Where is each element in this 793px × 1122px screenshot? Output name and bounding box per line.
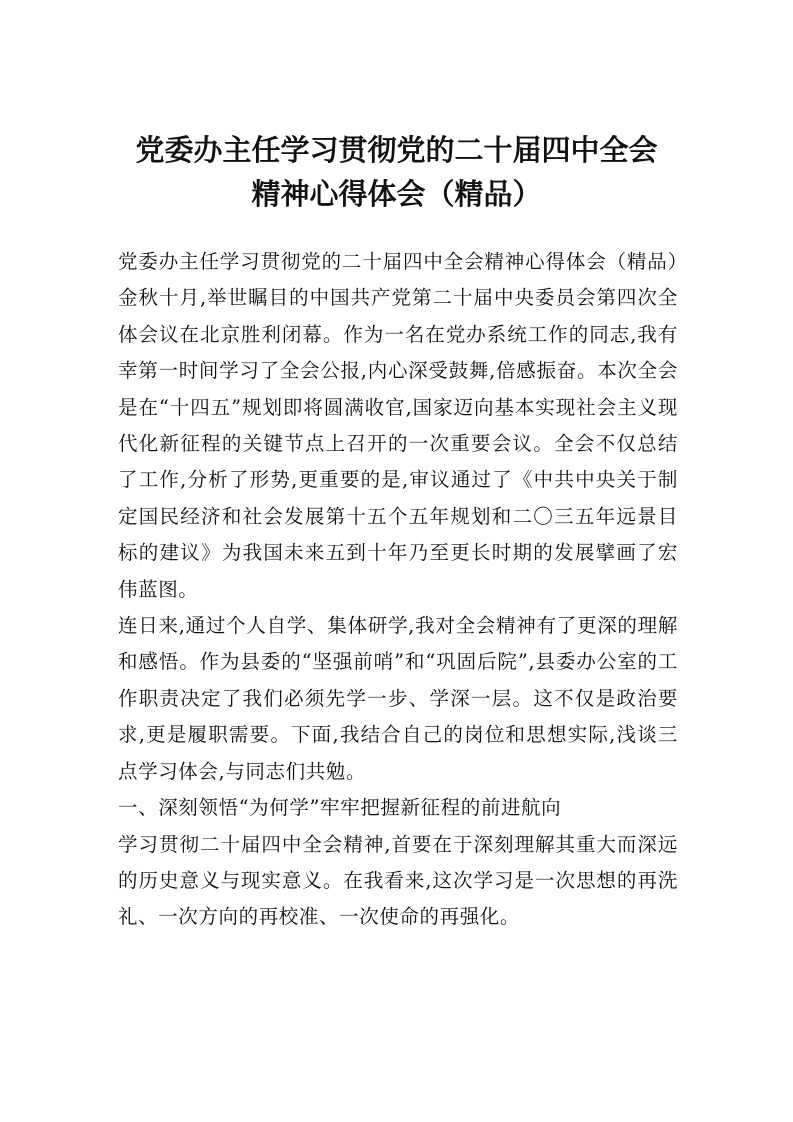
paragraph-intro: 党委办主任学习贯彻党的二十届四中全会精神心得体会（精品）金秋十月,举世瞩目的中国共产党第二十届中央委员会第四次全体会议在北京胜利闭幕。作为一名在党办系统工作的同志,我有幸第一时间学习了全会公报,内心深受鼓舞,倍感振奋。本次全会是在“十四五”规划即将圆满收官,国家迈向基本实现社会主义现代化新征程的关键节点上召开的一次重要会议。全会不仅总结了工作,分析了形势,更重要的是,审议通过了《中共中央关于制定国民经济和社会发展第十五个五年规划和二〇三五年远景目标的建议》为我国未来五到十年乃至更长时期的发展擘画了宏伟蓝图。 [118, 250, 678, 601]
document-title-line-2: 精神心得体会（精品） [251, 177, 542, 211]
document-body [118, 244, 678, 936]
paragraph-section-1: 学习贯彻二十届四中全会精神,首要在于深刻理解其重大而深远的历史意义与现实意义。在我看来,这次学习是一次思想的再洗礼、一次方向的再校准、一次使命的再强化。 [118, 832, 678, 929]
section-heading-1: 一、深刻领悟“为何学”牢牢把握新征程的前进航向 [118, 796, 562, 820]
document-title-line-1: 党委办主任学习贯彻党的二十届四中全会 [135, 133, 658, 167]
paragraph-study: 连日来,通过个人自学、集体研学,我对全会精神有了更深的理解和感悟。作为县委的“坚强前哨”和“巩固后院”,县委办公室的工作职责决定了我们必须先学一步、学深一层。这不仅是政治要求,更是履职需要。下面,我结合自己的岗位和思想实际,浅谈三点学习体会,与同志们共勉。 [118, 614, 678, 783]
